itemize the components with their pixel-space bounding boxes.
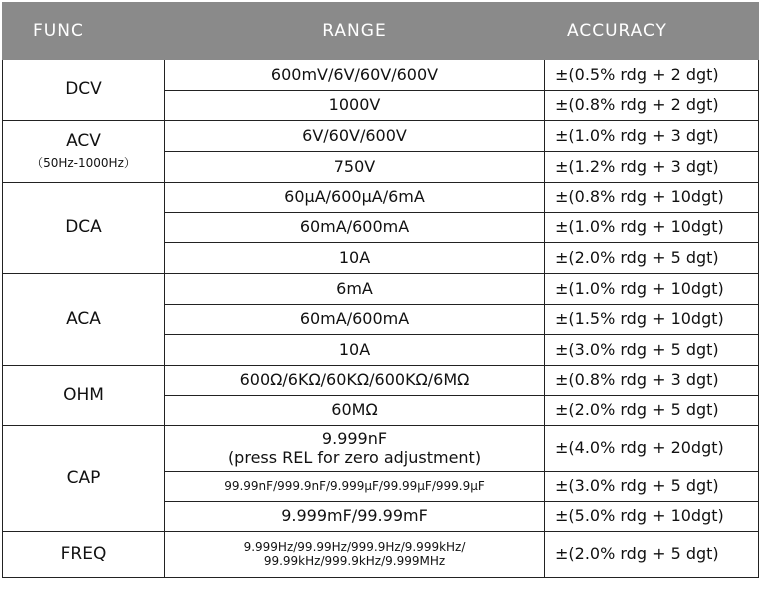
range-note: (press REL for zero adjustment) — [227, 447, 482, 467]
range-cell: 600mV/6V/60V/600V — [165, 60, 545, 91]
func-dcv: DCV — [3, 60, 165, 121]
func-cap: CAP — [3, 426, 165, 532]
range-cell: 60mA/600mA — [165, 213, 545, 243]
table-row — [3, 274, 759, 305]
range-line: 99.99kHz/999.9kHz/9.999MHz — [263, 553, 446, 568]
range-cell: 60MΩ — [165, 396, 545, 426]
range-cell: 1000V — [165, 91, 545, 121]
range-cell: 6mA — [165, 274, 545, 305]
accuracy-cell: ±(2.0% rdg + 5 dgt) — [545, 396, 759, 426]
func-ohm: OHM — [3, 366, 165, 426]
header-func: FUNC — [3, 3, 165, 60]
accuracy-cell: ±(1.0% rdg + 3 dgt) — [545, 121, 759, 152]
header-row — [3, 3, 759, 60]
func-aca: ACA — [3, 274, 165, 366]
func-freq: FREQ — [3, 532, 165, 578]
table-row — [3, 183, 759, 213]
accuracy-cell: ±(3.0% rdg + 5 dgt) — [545, 335, 759, 366]
func-dca: DCA — [3, 183, 165, 274]
header-accuracy: ACCURACY — [545, 3, 759, 60]
accuracy-cell: ±(3.0% rdg + 5 dgt) — [545, 472, 759, 502]
accuracy-cell: ±(0.8% rdg + 2 dgt) — [545, 91, 759, 121]
func-acv — [3, 121, 165, 183]
accuracy-cell: ±(1.5% rdg + 10dgt) — [545, 305, 759, 335]
range-cell: 10A — [165, 243, 545, 274]
accuracy-cell: ±(5.0% rdg + 10dgt) — [545, 502, 759, 532]
range-cell: 6V/60V/600V — [165, 121, 545, 152]
spec-table — [2, 2, 759, 578]
range-cell: 10A — [165, 335, 545, 366]
range-cell: 60μA/600μA/6mA — [165, 183, 545, 213]
table-row — [3, 366, 759, 396]
accuracy-cell: ±(0.8% rdg + 3 dgt) — [545, 366, 759, 396]
func-label: ACV — [66, 130, 101, 151]
accuracy-cell: ±(4.0% rdg + 20dgt) — [545, 426, 759, 472]
accuracy-cell: ±(1.2% rdg + 3 dgt) — [545, 152, 759, 183]
range-cell: 600Ω/6KΩ/60KΩ/600KΩ/6MΩ — [165, 366, 545, 396]
accuracy-cell: ±(2.0% rdg + 5 dgt) — [545, 243, 759, 274]
header-range: RANGE — [165, 3, 545, 60]
range-cell: 750V — [165, 152, 545, 183]
range-cell: 9.999mF/99.99mF — [165, 502, 545, 532]
range-cell: 99.99nF/999.9nF/9.999μF/99.99μF/999.9μF — [165, 472, 545, 502]
range-line: 9.999Hz/99.99Hz/999.9Hz/9.999kHz/ — [243, 539, 466, 554]
func-sublabel: （50Hz-1000Hz） — [31, 156, 136, 171]
accuracy-cell: ±(1.0% rdg + 10dgt) — [545, 274, 759, 305]
table-row — [3, 121, 759, 152]
table-row — [3, 426, 759, 472]
range-cell — [165, 532, 545, 578]
range-cell — [165, 426, 545, 472]
accuracy-cell: ±(1.0% rdg + 10dgt) — [545, 213, 759, 243]
accuracy-cell: ±(0.5% rdg + 2 dgt) — [545, 60, 759, 91]
accuracy-cell: ±(0.8% rdg + 10dgt) — [545, 183, 759, 213]
table-row — [3, 532, 759, 578]
table-row — [3, 60, 759, 91]
accuracy-cell: ±(2.0% rdg + 5 dgt) — [545, 532, 759, 578]
range-cell: 60mA/600mA — [165, 305, 545, 335]
range-line: 9.999nF — [321, 429, 388, 449]
